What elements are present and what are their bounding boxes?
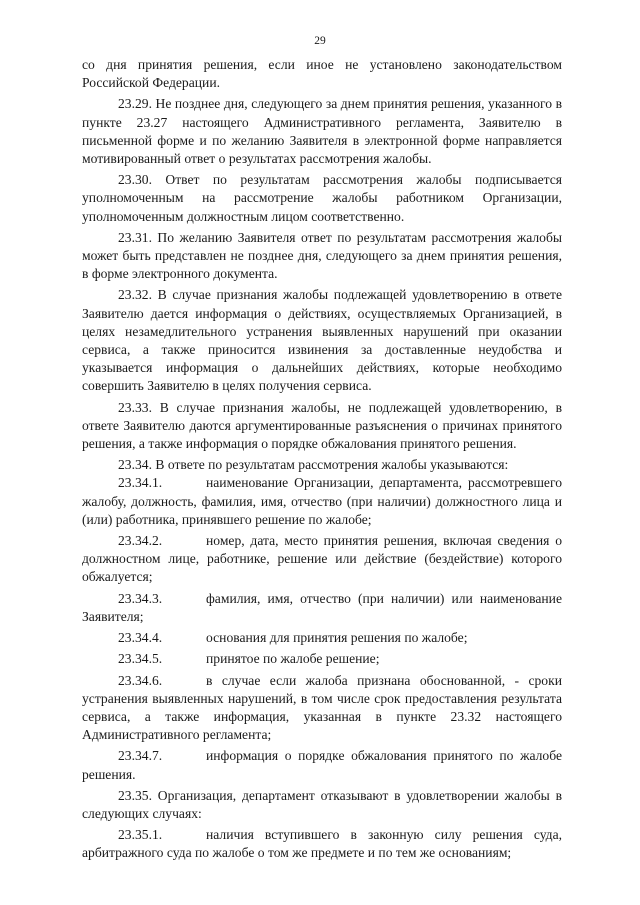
paragraph-23-29: 23.29. Не позднее дня, следующего за днем принятия решения, указанного в пункте 23.27 настоящего Административного регламента, Заявителю в письменной форме и по желанию Заявителя в электронной форме направляется мотивированный ответ о результатах рассмотрения жалобы. — [82, 96, 562, 167]
paragraph-23-34: 23.34. В ответе по результатам рассмотрения жалобы указываются: — [118, 457, 509, 473]
item-text: основания для принятия решения по жалобе; — [206, 630, 468, 646]
paragraph-23-33: 23.33. В случае признания жалобы, не подлежащей удовлетворению, в ответе Заявителю даются аргументированные разъяснения о причинах принятого решения, а также информация о порядке обжалования принятого решения. — [82, 399, 562, 452]
paragraph: со дня принятия решения, если иное не установлено законодательством Российской Федерации. — [82, 57, 562, 91]
item-number: 23.34.4. — [118, 630, 163, 646]
item-text: принятое по жалобе решение; — [206, 651, 380, 667]
item-text: фамилия, имя, отчество (при наличии) или наименование Заявителя; — [82, 590, 562, 624]
item-number: 23.34.6. — [118, 672, 163, 688]
list-item-23-35-1 — [82, 826, 562, 862]
paragraph-23-35: 23.35. Организация, департамент отказывают в удовлетворении жалобы в следующих случаях: — [82, 787, 562, 821]
paragraph-23-31: 23.31. По желанию Заявителя ответ по результатам рассмотрения жалобы может быть представлен не позднее дня, следующего за днем принятия решения, в форме электронного документа. — [82, 229, 562, 282]
item-number: 23.34.2. — [118, 533, 163, 549]
item-text: наименование Организации, департамента, рассмотревшего жалобу, должность, фамилия, имя, отчество (при наличии) должностного лица и (или) работника, принявшего решение по жалобе; — [82, 475, 562, 527]
item-text: номер, дата, место принятия решения, включая сведения о должностном лице, работнике, решение или действие (бездействие) которого обжалуется; — [82, 533, 562, 585]
item-number: 23.34.5. — [118, 651, 163, 667]
list-item-23-34-2 — [82, 532, 562, 587]
list-item-23-34-1 — [82, 474, 562, 529]
list-item-23-34-3 — [82, 590, 562, 626]
list-item-23-34-5 — [82, 650, 562, 668]
item-number: 23.35.1. — [118, 827, 163, 843]
item-number: 23.34.3. — [118, 590, 163, 606]
item-text: в случае если жалоба признана обоснованной, - сроки устранения выявленных нарушений, в том числе срок предоставления результата сервиса, а также информация, указанная в пункте 23.32 настоящего Административного регламента; — [82, 672, 562, 743]
list-item-23-34-7 — [82, 747, 562, 783]
list-item-23-34-6 — [82, 672, 562, 745]
list-item-23-34-4 — [82, 629, 562, 647]
item-number: 23.34.1. — [118, 475, 163, 491]
paragraph-23-32: 23.32. В случае признания жалобы подлежащей удовлетворению в ответе Заявителю дается информация о действиях, осуществляемых Организацией, в целях незамедлительного устранения выявленных нарушений при оказании сервиса, а также приносится извинения за доставленные неудобства и указывается информация о дальнейших действиях, которые необходимо совершить Заявителю в целях получения сервиса. — [82, 287, 562, 394]
paragraph-23-30: 23.30. Ответ по результатам рассмотрения жалобы подписывается уполномоченным на рассмотрение жалобы работником Организации, уполномоченным должностным лицом соответственно. — [82, 172, 562, 224]
document-body — [82, 56, 562, 863]
page-number: 29 — [314, 35, 326, 47]
item-text: наличия вступившего в законную силу решения суда, арбитражного суда по жалобе о том же предмете и по тем же основаниям; — [82, 827, 562, 861]
item-number: 23.34.7. — [118, 748, 163, 764]
item-text: информация о порядке обжалования принятого по жалобе решения. — [82, 748, 562, 782]
